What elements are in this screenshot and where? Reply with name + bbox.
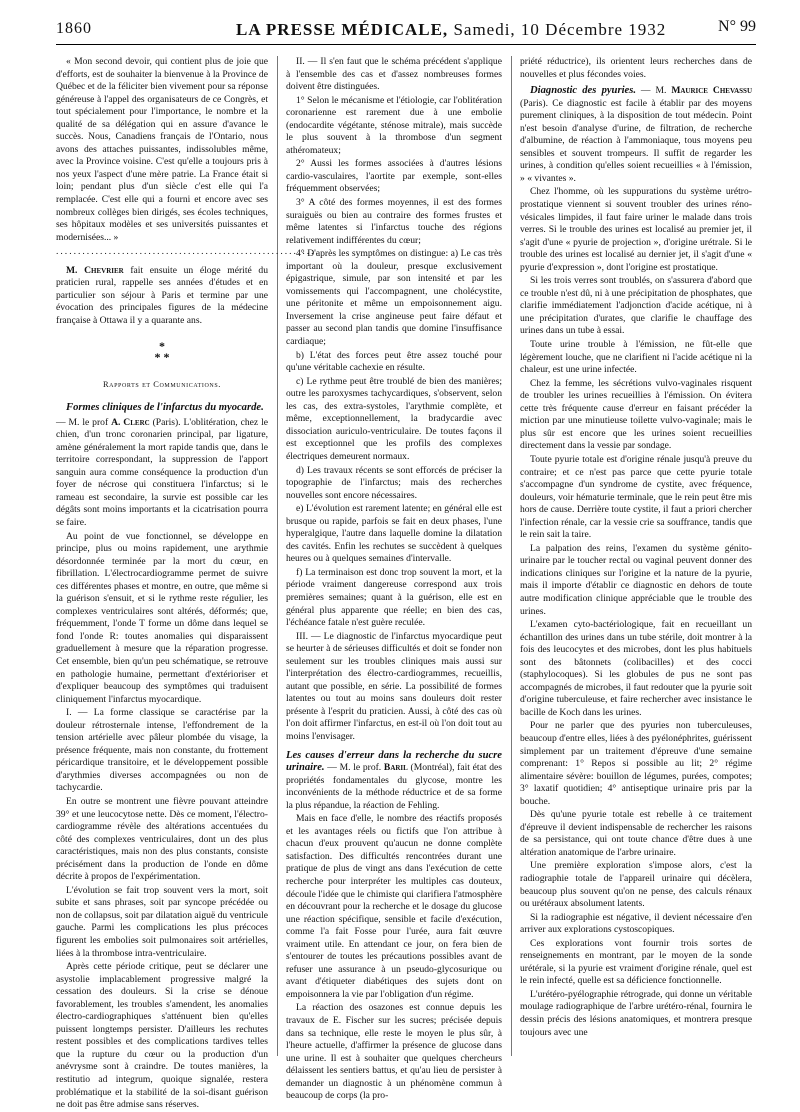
paragraph: priété réductrice), ils orientent leurs recherches dans de nouvelles et plus fécondes voies. [520,56,752,80]
paragraph: Chez la femme, les sécrétions vulvo-vaginales risquent de troubler les urines recueillies à l'émission. On évitera cette très fréquente cause d'erreur en faisant précéder la miction par une minutieuse toilette vulvo-vaginale; mais le plus sûr est encore que les urines soient recueillies directement dans la vessie par sondage. [520,377,752,452]
article-title: Formes cliniques de l'infarctus du myocarde. [66,402,264,414]
paragraph: Pour ne parler que des pyuries non tuberculeuses, beaucoup d'entre elles, liées à des pyélonéphrites, guérissent simplement par un traitement d'épreuve d'une semaine comprenant: 1° Repos si possible au lit; 2° régime alimentaire sévère: bouillon de légumes, purées, compotes; 3° laxatif quotidien; 4° antiseptique urinaire pris par la bouche. [520,720,752,807]
paragraph: Si la radiographie est négative, il devient nécessaire d'en arriver aux explorations cystoscopiques. [520,911,752,936]
author-name: Baril [383,762,408,774]
paragraph: Après cette période critique, peut se déclarer une asystolie implacablement progressive malgré la cessation des douleurs. Si la crise se dénoue favorablement, les troubles s'amendent, les anomalies électro-cardiographiques s'atténuent bien qu'elles puissent longtemps persister. D'ailleurs les rechutes restent possibles et des complications tardives telles que la rupture du cœur ou la production d'un anévrysme sont à craindre. De toutes manières, la restitutio ad integrum, quoique signalée, restera problématique et la stabilité de la soi-disant guérison ne doit pas être admise sans réserves. [56,961,268,1111]
paragraph: I. — La forme classique se caractérise par la douleur rétrosternale intense, l'effondrement de la tension artérielle avec pâleur plombée du visage, la présence fréquente, mais non constante, du frottement péricardique transitoire, et le développement possible d'arythmies diverses accompagnées ou non de tachycardie. [56,707,268,794]
paragraph: 1° Selon le mécanisme et l'étiologie, car l'oblitération coronarienne est rarement due à une embolie (endocardite végétante, sténose mitrale), mais succède le plus souvent à la thrombose d'un segment athéromateux; [286,94,502,156]
paragraph: Ces explorations vont fournir trois sortes de renseignements en montrant, par le moyen de la sonde urétérale, si la pyurie est vraiment d'origine rénale, quel est le rein infecté, quelle est sa déficience fonctionnelle. [520,937,752,987]
paragraph: Dès qu'une pyurie totale est rebelle à ce traitement d'épreuve il devient indispensable de rechercher les raisons de sa persistance, qui ont toute chance d'être dues à une altération anatomique de l'arbre urinaire. [520,809,752,858]
paragraph [56,265,268,328]
paragraph [520,85,752,185]
article-title: Les causes d'erreur dans la recherche du sucre urinaire. [286,749,502,774]
paragraph: Au point de vue fonctionnel, se développe en principe, plus ou moins rapidement, une arythmie désordonnée terminée par la mort du cœur, en fibrillation. L'électrocardiogramme permet de suivre ces différentes phases et montre, en outre, que même si la guérison s'ensuit, et si le rythme reste régulier, les complexes ventriculaires sont altérés, déformés; que, fréquemment, l'onde T forme un dôme dans lequel se fond l'onde R: toutes anomalies qui disparaissent graduellement à mesure que la réparation progresse. Cet ensemble, bien qu'un peu schématique, se retrouve en pathologie humaine, permettant d'extérioriser et d'expliquer beaucoup des symptômes qui traduisent cliniquement l'infarctus myocardique. [56,530,268,705]
paragraph: Toute pyurie totale est d'origine rénale jusqu'à preuve du contraire; et ce n'est pas parce que cette pyurie totale s'accompagne d'un syndrome de cystite, avec fréquence, douleurs, voir hématurie terminale, que le rein peut être mis hors de cause. Derrière toute cystite, il faut a priori chercher l'infection rénale, car la vessie crie sa souffrance, tandis que le rein sait la taire. [520,453,752,541]
author-name: Maurice Chevassu [671,85,752,97]
paragraph: b) L'état des forces peut être assez touché pour qu'une véritable cachexie en résulte. [286,349,502,374]
paragraph: 4° D'après les symptômes on distingue: a) Le cas très important où la douleur, presque exclusivement épigastrique, simule, par son intensité et par les vomissements qui l'accompagnent, une cholécystite, une péritonite et même un empoisonnement aigu. Inversement la crise angineuse peut faire défaut et passer au second plan tandis que domine l'insuffisance cardiaque; [286,248,502,348]
paragraph: L'urétéro-pyélographie rétrograde, qui donne un véritable moulage radiographique de l'arbre urétéro-rénal, fournira le dessin précis des lésions anatomiques, et montrera presque toujours avec une [520,988,752,1038]
header-rule [56,44,756,45]
paragraph: f) La terminaison est donc trop souvent la mort, et la période vraiment dangereuse correspond aux trois premières semaines; quant à la guérison, elle est en général plus apparente que réelle; en bien des cas, l'échéance fatale n'est guère reculée. [286,566,502,629]
column-separator [511,56,512,1056]
paragraph: d) Les travaux récents se sont efforcés de préciser la topographie de l'infarctus; mais des recherches nouvelles sont encore nécessaires. [286,464,502,501]
paragraph-text: (Paris). L'oblitération, chez le chien, d'un tronc coronarien principal, par ligature, amène généralement la mort rapide tandis que, dans le territoire correspondant, la suppression de l'apport sanguin aura comme conséquence la production d'un foyer de nécrose qui constituera l'infarctus; si le rameau est secondaire, la survie est possible car les dégâts sont moins importants et la cicatrisation pourra se faire. [56,416,268,528]
paragraph: c) Le rythme peut être troublé de bien des manières; outre les paroxysmes tachycardiques, s'observent, selon les cas, des extra-systoles, l'arythmie complète, et même, exceptionnellement, la bradycardie avec dissociation auriculo-ventriculaire. De toutes façons il est exceptionnel que les profils des complexes électriques demeurent normaux. [286,375,502,462]
paragraph-text: fait ensuite un éloge mérité du praticien rural, rappelle ses années d'études et en particulier son séjour à Paris et termine par une évocation des principales figures de la médecine française à Ottawa il y a quarante ans. [56,264,268,326]
paragraph: L'examen cyto-bactériologique, fait en recueillant un échantillon des urines dans un tube stérile, doit montrer à la fois des leucocytes et des microbes, dont les plus habituels sont des bâtonnets (colibacilles) et des cocci (staphylocoques). Si les globules de pus ne sont pas accompagnés de microbes, il faut redouter que la pyurie soit d'origine tuberculeuse, et faire rechercher avec insistance le bacille de Koch dans les urines. [520,619,752,718]
column-middle [286,56,503,1102]
section-asterism: * * * [154,339,170,365]
column-left [56,56,320,1111]
paragraph: Si les trois verres sont troublés, on s'assurera d'abord que ce trouble n'est dû, ni à une précipitation de phosphates, que clarifie immédiatement l'adjonction d'acide acétique, ni à une précipitation d'urates, que clarifie le chauffage des urines dans un tube à essai. [520,275,752,337]
journal-title [236,20,666,40]
paragraph [56,417,268,530]
paragraph: L'évolution se fait trop souvent vers la mort, soit subite et sans phrases, soit par syncope précédée ou non de collapsus, soit par dilatation aiguë du ventricule gauche. Parmi les complications les plus précoces figurent les embolies soit pulmonaires soit artérielles, liées à la thrombose intra-ventriculaire. [56,884,268,959]
paragraph: Toute urine trouble à l'émission, ne fût-elle que légèrement louche, que ne clarifient ni l'acide acétique ni la chaleur, est une urine infectée. [520,339,752,376]
page-header [56,14,756,46]
author-prefix: — M. le prof. [324,762,384,774]
paragraph: 2° Aussi les formes associées à d'autres lésions cardio-vasculaires, l'aortite par exemple, sont-elles fréquemment observées; [286,158,502,195]
paragraph: Mais en face d'elle, le nombre des réactifs proposés et les avantages réels ou fictifs que l'on attribue à chacun d'eux prouvent qu'aucun ne donne complète satisfaction. Des difficultés rencontrées durant une pratique de plus de vingt ans dans l'exécution de cette recherche pour interpréter les multiples cas douteux, découle l'idée que le chimiste qui clarifiera l'atmosphère en découvrant pour la recherche et le dosage du glucose une réaction spécifique, sensible et facile d'exécution, comme l'a fait Fosse pour l'urée, aura fait œuvre vraiment utile. En attendant ce jour, on fera bien de s'entourer de toutes les précautions possibles avant de refuser une assurance à un pseudo-glycosurique ou avant d'étiqueter diabétiques des sujets dont on empoisonnera la vie par l'obligation d'un régime. [286,813,502,1000]
author-prefix: — M. le prof [56,416,112,428]
paragraph: Chez l'homme, où les suppurations du système urétro-prostatique viennent si souvent troubler des urines réno-vésicales limpides, il faut faire uriner le malade dans trois verres. Si le trouble des urines est localisé au premier jet, il s'agit d'une « pyurie de projection », d'origine urétrale. Si le trouble des urines est localisé au dernier jet, il s'agit d'une « pyurie d'expression », dont l'origine est prostatique. [520,186,752,273]
column-separator [277,56,278,1056]
paragraph: III. — Le diagnostic de l'infarctus myocardique peut se heurter à de sérieuses difficultés et doit se fonder non seulement sur les troubles cliniques mais aussi sur l'interprétation des électro-cardiogrammes, recueillis, autant que possible, en série. La possibilité de formes latentes ou tout au moins sans douleurs doit rester présente à l'esprit du praticien. Aussi, à côté des cas où l'on doit affirmer l'infarctus, en est-il où l'on doit tout au moins l'envisager. [286,630,502,742]
issue-number: N° 99 [718,18,756,35]
paragraph: La réaction des osazones est connue depuis les travaux de E. Fischer sur les sucres; précisée depuis dans sa technique, elle reste le moyen le plus sûr, à l'heure actuelle, d'affirmer la présence de glucose dans une urine. Il est à souhaiter que quelques chercheurs délaissent les sentiers battus, et qu'au lieu de persister à demander un diagnostic à un phénomène commun à beaucoup de corps (la pro- [286,1002,502,1102]
speaker-name: M. Chevrier [66,264,124,276]
issue-date: Samedi, 10 Décembre 1932 [453,20,667,39]
paragraph: Une première exploration s'impose alors, c'est la radiographie totale de l'appareil urinaire qui décèlera, beaucoup plus souvent qu'on ne pense, des calculs rénaux ou urétéraux absolument latents. [520,860,752,910]
author-prefix: — M. [636,85,672,97]
section-heading: Rapports et Communications. [103,380,221,390]
paragraph: La palpation des reins, l'examen du système génito-urinaire par le toucher rectal ou vaginal peuvent donner des indications cliniques sur l'origine et la nature de la pyurie, mais il importe d'établir ce diagnostic en dehors de toute autre modification clinique appréciable que le trouble des urines. [520,542,752,617]
ellipsis-rule: ............................................................ [56,246,320,258]
paragraph: e) L'évolution est rarement latente; en général elle est brusque ou rapide, parfois se fait en deux phases, l'une hyperalgique, l'autre dans laquelle domine la dilatation des cavités. Enfin les rechutes se succèdent à quelques heures ou à quelques semaines d'intervalle. [286,503,502,565]
paragraph: II. — Il s'en faut que le schéma précédent s'applique à l'ensemble des cas et d'assez nombreuses formes doivent être distinguées. [286,56,502,93]
paragraph-text: (Paris). Ce diagnostic est facile à établir par des moyens purement cliniques, à la disposition de tout médecin. Point n'est besoin d'analyse d'urine, de filtration, de recherche d'albumine, de réaction à l'ammoniaque, tous moyens peu sensibles et souvent trompeurs. Il suffit de regarder les urines, à condition qu'elles soient recueillies « à l'émission, » « vivantes ». [520,97,752,184]
paragraph: « Mon second devoir, qui contient plus de joie que d'efforts, est de souhaiter la bienvenue à la Province de Québec et de la féliciter bien vivement pour sa réponse généreuse à l'appel des organisateurs de ce Congrès, et tout spécialement pour l'importance, le nombre et la qualité de sa délégation qui en assure d'avance le succès. Nous, Canadiens français de l'Ontario, nous avons des attaches puissantes, indissolubles même, avec la Province voisine. C'est qu'elle a toujours pris à nos yeux l'aspect d'une mère patrie. La France était si loin; pendant plus d'un siècle c'est elle qui l'a remplacée. C'est elle qui a fourni et encore avec ses nombreux collèges bien dirigés, ses écoles techniques, ses hôpitaux modèles et ses universités puissantes et modernisées... » [56,56,268,243]
paragraph: En outre se montrent une fièvre pouvant atteindre 39° et une leucocytose nette. Dès ce moment, l'électro-cardiogramme révèle des altérations accentuées du côté des complexes ventriculaires, dont un des plus caractéristiques, mais non des plus constants, consiste précisément dans la production de l'onde en dôme décrite à propos de l'expérimentation. [56,795,268,883]
column-right [520,56,752,1066]
paragraph-text: (Montréal), fait état des propriétés fondamentales du glycose, montre les inconvénients de la méthode réductrice et de sa forme la plus répandue, la réaction de Fehling. [286,762,503,811]
article-title: Diagnostic des pyuries. [530,85,636,97]
journal-name: LA PRESSE MÉDICALE, [236,20,449,39]
author-name: A. Clerc [111,416,150,428]
page-number: 1860 [56,20,92,37]
paragraph: 3° A côté des formes moyennes, il est des formes suraiguës ou bien au contraire des formes frustes et même latentes si l'infarctus touche des régions relativement indifférentes du cœur; [286,197,502,246]
paragraph [286,750,502,813]
